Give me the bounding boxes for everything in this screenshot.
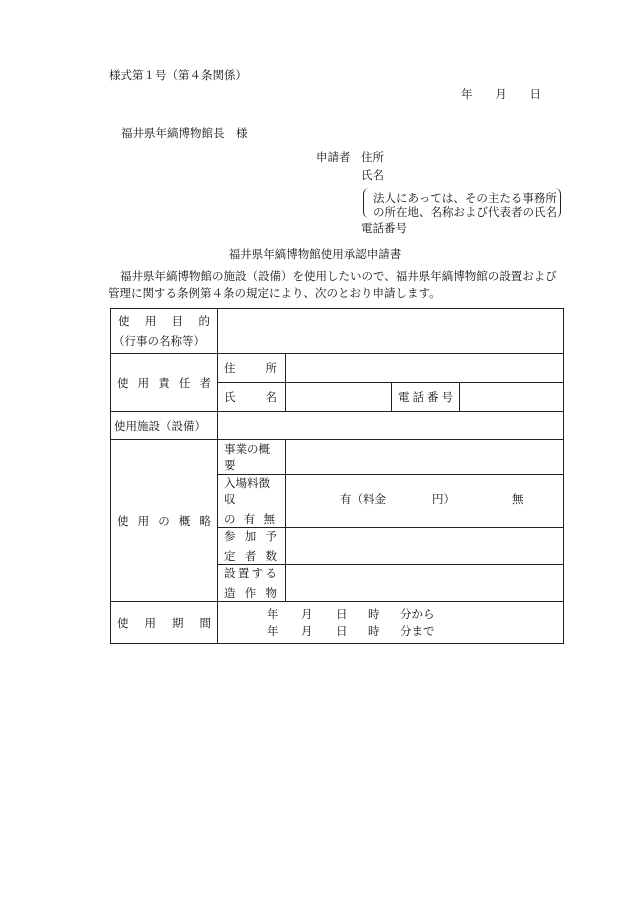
fee-yen-text: 円） [432,492,455,506]
responsible-address-value[interactable] [286,354,564,383]
participants-value[interactable] [286,528,564,565]
date-day: 日 [529,87,541,101]
corporate-note-line1: 法人にあっては、その主たる事務所 [373,191,557,205]
form-number: 様式第１号（第４条関係） [109,68,247,82]
responsible-phone-label-cell: 電 話 番 号 [392,383,460,412]
responsible-name-value[interactable] [286,383,392,412]
purpose-sub-label: （行事の名称等） [113,334,205,348]
business-value[interactable] [286,440,564,475]
purpose-label-cell: 使 用 目 的 （行事の名称等） [111,309,218,354]
applicant-label: 申請者 [316,150,351,164]
business-label: 事業の概要 [218,440,286,475]
date-line [461,89,541,101]
fee-label-cell: 入場料徴収 の 有 無 [218,475,286,528]
facility-label: 使用施設（設備） [111,412,218,440]
period-label-cell: 使 用 期 間 [111,602,218,644]
structures-value[interactable] [286,565,564,602]
applicant-address-label: 住所 [361,150,384,164]
row-period [111,602,564,644]
applicant-phone-label: 電話番号 [361,221,407,235]
body-paragraph: 福井県年縞博物館の施設（設備）を使用したいので、福井県年縞博物館の設置および管理に関する条例第４条の規定により、次のとおり申請します。 [108,269,557,300]
row-purpose [111,309,564,354]
participants-label-cell: 参 加 予 定 者 数 [218,528,286,565]
row-responsible-address [111,354,564,383]
purpose-value[interactable] [218,309,564,354]
responsible-label-cell: 使 用 責 任 者 [111,354,218,412]
corporate-note-bracket [363,188,561,218]
period-to: 分まで [400,623,435,638]
corporate-note-line2: の所在地、名称および代表者の氏名 [373,205,557,219]
row-facility [111,412,564,440]
document-title: 福井県年縞博物館使用承認申請書 [228,247,402,261]
applicant-name-label: 氏名 [361,168,384,182]
responsible-address-label-cell: 住 所 [218,354,286,383]
facility-value[interactable] [218,412,564,440]
period-value-cell[interactable]: 年 月 日 時 分から 年 月 日 時 分まで [218,602,564,644]
responsible-phone-value[interactable] [460,383,564,412]
fee-label-line1: 入場料徴収 [224,476,270,506]
responsible-name-label-cell: 氏 名 [218,383,286,412]
fee-value-cell [286,475,564,528]
fee-no-text[interactable]: 無 [512,492,524,506]
application-table [110,308,564,644]
date-year: 年 [461,87,473,101]
fee-yes-text[interactable]: 有（料金 [340,492,386,506]
structures-label-cell: 設 置 す る 造 作 物 [218,565,286,602]
overview-label-cell: 使 用 の 概 略 [111,440,218,602]
addressee: 福井県年縞博物館長 様 [121,126,248,140]
row-business [111,440,564,475]
date-month: 月 [495,87,507,101]
period-from: 分から [400,606,435,621]
